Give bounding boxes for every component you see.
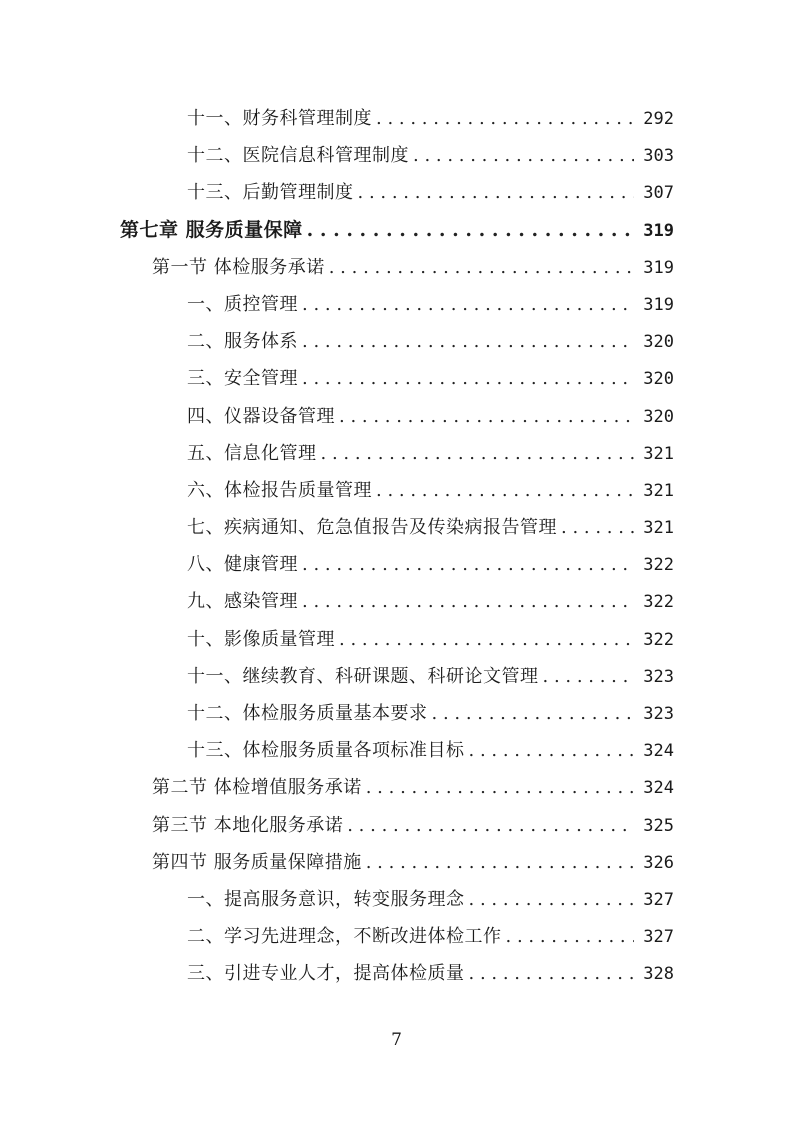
- toc-entry-title: 三、安全管理: [187, 368, 298, 390]
- dot-leader: [347, 807, 634, 844]
- toc-entry-page: 292: [643, 109, 674, 129]
- toc-entry-title: 十三、体检服务质量各项标准目标: [187, 740, 465, 762]
- toc-entry-title: 第二节 体检增值服务承诺: [152, 777, 362, 799]
- toc-entry-page: 320: [643, 406, 674, 427]
- toc-entry[interactable]: [0, 807, 793, 844]
- dot-leader: [506, 918, 635, 955]
- toc-entry-title: 三、引进专业人才，提高体检质量: [187, 963, 465, 985]
- toc-entry[interactable]: [0, 918, 793, 955]
- toc-entry[interactable]: [0, 509, 793, 546]
- toc-entry-page: 328: [643, 964, 674, 985]
- toc-entry-title: 一、提高服务意识，转变服务理念: [187, 888, 465, 910]
- dot-leader: [302, 323, 634, 360]
- dot-leader: [307, 212, 634, 249]
- toc-entry[interactable]: [0, 881, 793, 918]
- toc-entry[interactable]: [0, 732, 793, 769]
- toc-entry-page: 325: [643, 815, 674, 836]
- toc-entry-page: 327: [643, 889, 674, 910]
- toc-entry[interactable]: [0, 398, 793, 435]
- toc-entry-title: 十一、财务科管理制度: [187, 108, 372, 129]
- toc-entry-title: 十二、医院信息科管理制度: [187, 145, 409, 167]
- dot-leader: [469, 732, 635, 769]
- toc-entry-page: 320: [643, 332, 674, 353]
- toc-entry-title: 六、体检报告质量管理: [187, 479, 372, 501]
- toc-entry[interactable]: [0, 212, 793, 249]
- toc-entry-page: 320: [643, 369, 674, 390]
- toc-entry-page: 322: [643, 629, 674, 650]
- dot-leader: [469, 955, 635, 992]
- toc-entry[interactable]: [0, 100, 793, 137]
- toc-entry-title: 第一节 体检服务承诺: [152, 256, 325, 278]
- toc-entry[interactable]: [0, 583, 793, 620]
- dot-leader: [321, 435, 635, 472]
- toc-entry-title: 十、影像质量管理: [187, 628, 335, 650]
- toc-entry[interactable]: [0, 546, 793, 583]
- toc-entry[interactable]: [0, 286, 793, 323]
- toc-entry[interactable]: [0, 435, 793, 472]
- toc-entry-title: 八、健康管理: [187, 554, 298, 576]
- toc-entry-title: 七、疾病通知、危急值报告及传染病报告管理: [187, 517, 557, 539]
- toc-entry-page: 319: [643, 294, 674, 315]
- toc-entry[interactable]: [0, 174, 793, 211]
- toc-entry-title: 第七章 服务质量保障: [120, 218, 303, 241]
- toc-entry-page: 321: [643, 443, 674, 464]
- toc-entry[interactable]: [0, 472, 793, 509]
- toc-entry-page: 323: [643, 704, 674, 724]
- toc-entry[interactable]: [0, 658, 793, 695]
- toc-entry-page: 319: [643, 220, 674, 241]
- dot-leader: [469, 881, 635, 918]
- dot-leader: [366, 844, 634, 881]
- dot-leader: [376, 100, 634, 137]
- toc-entry[interactable]: [0, 844, 793, 881]
- dot-leader: [432, 695, 635, 732]
- dot-leader: [302, 360, 634, 397]
- dot-leader: [302, 583, 634, 620]
- toc-entry[interactable]: [0, 955, 793, 992]
- dot-leader: [376, 472, 634, 509]
- dot-leader: [543, 658, 635, 695]
- toc-entry-title: 五、信息化管理: [187, 442, 317, 464]
- toc-entry[interactable]: [0, 360, 793, 397]
- toc-entry-page: 303: [643, 146, 674, 167]
- toc-entry-page: 326: [643, 852, 674, 873]
- toc-entry-title: 第三节 本地化服务承诺: [152, 814, 344, 836]
- toc-entry[interactable]: [0, 249, 793, 286]
- toc-entry-page: 327: [643, 927, 674, 948]
- toc-entry-page: 323: [643, 666, 674, 687]
- toc-entry-page: 319: [643, 257, 674, 278]
- toc-entry[interactable]: [0, 695, 793, 732]
- dot-leader: [302, 546, 634, 583]
- dot-leader: [358, 174, 635, 211]
- toc-entry-title: 一、质控管理: [187, 293, 298, 315]
- dot-leader: [561, 509, 634, 546]
- toc-entry-title: 九、感染管理: [187, 591, 298, 613]
- toc-entry-title: 十二、体检服务质量基本要求: [187, 703, 428, 724]
- toc-entry-page: 324: [643, 778, 674, 799]
- toc-entry[interactable]: [0, 323, 793, 360]
- toc-entry-title: 十三、后勤管理制度: [187, 182, 354, 204]
- page-number: 7: [391, 1030, 402, 1050]
- toc-entry-page: 307: [643, 183, 674, 204]
- toc-entry-page: 321: [643, 518, 674, 539]
- toc-entry[interactable]: [0, 769, 793, 806]
- toc-entry-title: 第四节 服务质量保障措施: [152, 851, 362, 873]
- toc-entry-page: 321: [643, 480, 674, 501]
- dot-leader: [329, 249, 634, 286]
- toc-entry-page: 322: [643, 592, 674, 613]
- toc-entry[interactable]: [0, 621, 793, 658]
- toc-entry-page: 324: [643, 741, 674, 762]
- toc-entry-title: 四、仪器设备管理: [187, 405, 335, 427]
- dot-leader: [339, 621, 634, 658]
- table-of-contents: [0, 100, 793, 993]
- toc-entry-title: 二、学习先进理念，不断改进体检工作: [187, 926, 502, 948]
- toc-entry[interactable]: [0, 137, 793, 174]
- dot-leader: [302, 286, 634, 323]
- dot-leader: [413, 137, 634, 174]
- toc-entry-page: 322: [643, 555, 674, 576]
- toc-entry-title: 二、服务体系: [187, 331, 298, 353]
- dot-leader: [339, 398, 634, 435]
- toc-entry-title: 十一、继续教育、科研课题、科研论文管理: [187, 665, 539, 687]
- dot-leader: [366, 769, 634, 806]
